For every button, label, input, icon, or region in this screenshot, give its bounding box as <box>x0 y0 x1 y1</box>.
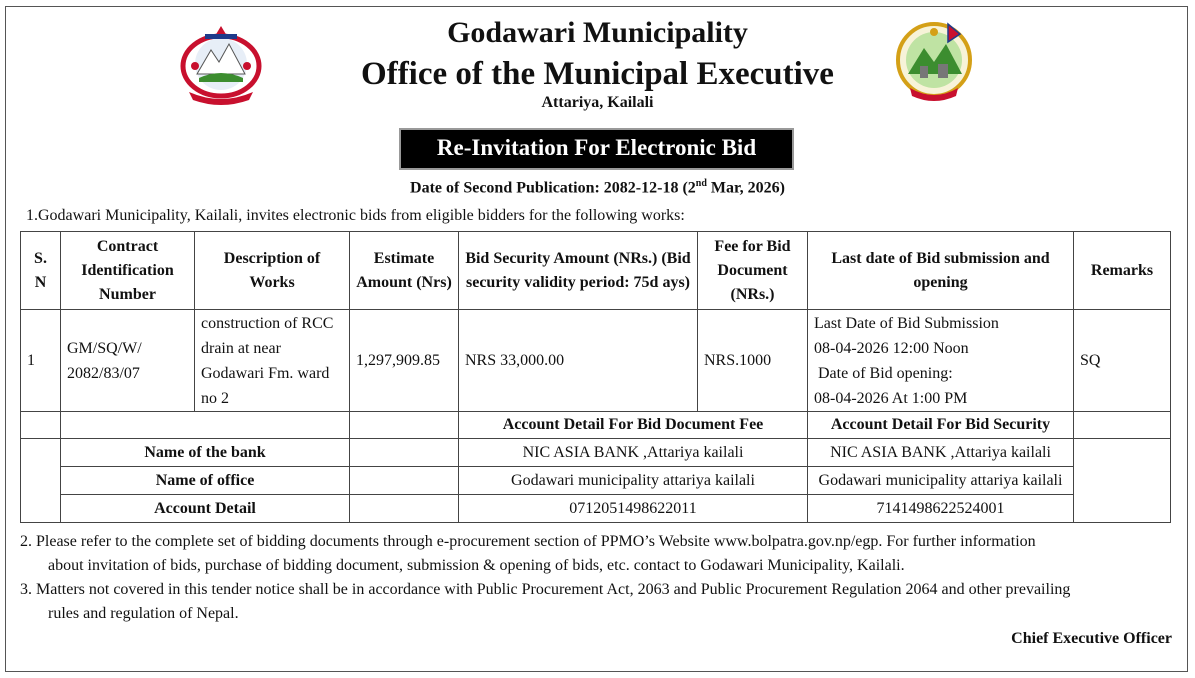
empty-cell <box>21 439 61 523</box>
account-heading-row <box>21 412 1171 439</box>
header-bid-security: Bid Security Amount (NRs.) (Bid security validity period: 75d ays) <box>459 232 698 310</box>
note-2-line-1: 2. Please refer to the complete set of bidding documents through e-procurement section of PPMO’s Website www.bolpatra.gov.np/egp. For further information <box>20 533 1036 550</box>
header-remarks: Remarks <box>1074 232 1171 310</box>
office-title: Office of the Municipal Executive <box>361 56 834 92</box>
empty-cell <box>21 412 61 439</box>
publication-date <box>0 178 1195 197</box>
cell-fee: NRS.1000 <box>698 310 808 412</box>
office-row <box>21 467 1171 495</box>
table-header-row <box>21 232 1171 310</box>
table-row <box>21 310 1171 412</box>
pub-date-prefix: Date of Second Publication: 2082-12-18 (2 <box>410 179 696 197</box>
pub-date-sup: nd <box>695 178 707 189</box>
note-3-line-1: 3. Matters not covered in this tender notice shall be in accordance with Public Procurement Act, 2063 and Public Procurement Regulation 2064 and other prevailing <box>20 581 1071 598</box>
fee-account-heading: Account Detail For Bid Document Fee <box>459 412 808 439</box>
fee-bank: NIC ASIA BANK ,Attariya kailali <box>459 439 808 467</box>
notice-title: Re-Invitation For Electronic Bid <box>436 135 757 160</box>
security-bank: NIC ASIA BANK ,Attariya kailali <box>808 439 1074 467</box>
bid-table <box>20 231 1171 523</box>
empty-cell <box>1074 412 1171 439</box>
cell-last-date <box>808 310 1074 412</box>
intro-text: 1.Godawari Municipality, Kailali, invites electronic bids from eligible bidders for the following works: <box>26 207 685 224</box>
cell-bid-security: NRS 33,000.00 <box>459 310 698 412</box>
bank-row <box>21 439 1171 467</box>
fee-office: Godawari municipality attariya kailali <box>459 467 808 495</box>
submission-date: 08-04-2026 12:00 Noon <box>814 339 969 357</box>
submission-label: Last Date of Bid Submission <box>814 314 999 332</box>
notice-title-banner <box>399 128 794 170</box>
opening-label: Date of Bid opening: <box>814 364 953 382</box>
address: Attariya, Kailali <box>541 94 654 111</box>
header-sn: S. N <box>21 232 61 310</box>
security-account-heading: Account Detail For Bid Security <box>808 412 1074 439</box>
empty-cell <box>350 495 459 523</box>
cell-sn: 1 <box>21 310 61 412</box>
header-last-date: Last date of Bid submission and opening <box>808 232 1074 310</box>
cell-contract-id: GM/SQ/W/ 2082/83/07 <box>61 310 195 412</box>
note-2-line-2: about invitation of bids, purchase of bidding document, submission & opening of bids, etc. contact to Godawari Municipality, Kailali. <box>48 557 905 574</box>
cell-estimate: 1,297,909.85 <box>350 310 459 412</box>
account-row <box>21 495 1171 523</box>
cell-remarks: SQ <box>1074 310 1171 412</box>
note-3 <box>20 578 1175 626</box>
opening-date: 08-04-2026 At 1:00 PM <box>814 389 968 407</box>
org-name: Godawari Municipality <box>447 16 748 49</box>
header-fee: Fee for Bid Document (NRs.) <box>698 232 808 310</box>
header-description: Description of Works <box>195 232 350 310</box>
note-3-line-2: rules and regulation of Nepal. <box>48 605 239 622</box>
empty-cell <box>350 439 459 467</box>
account-label: Account Detail <box>61 495 350 523</box>
header-contract-id: Contract Identification Number <box>61 232 195 310</box>
empty-cell <box>1074 439 1171 523</box>
signature: Chief Executive Officer <box>1011 630 1172 647</box>
bank-label: Name of the bank <box>61 439 350 467</box>
note-2 <box>20 530 1175 578</box>
header-estimate: Estimate Amount (Nrs) <box>350 232 459 310</box>
empty-cell <box>350 412 459 439</box>
office-label: Name of office <box>61 467 350 495</box>
security-account-number: 7141498622524001 <box>808 495 1074 523</box>
cell-description: construction of RCC drain at near Godawari Fm. ward no 2 <box>195 310 350 412</box>
pub-date-suffix: Mar, 2026) <box>706 179 785 197</box>
empty-cell <box>61 412 350 439</box>
empty-cell <box>350 467 459 495</box>
fee-account-number: 0712051498622011 <box>459 495 808 523</box>
security-office: Godawari municipality attariya kailali <box>808 467 1074 495</box>
